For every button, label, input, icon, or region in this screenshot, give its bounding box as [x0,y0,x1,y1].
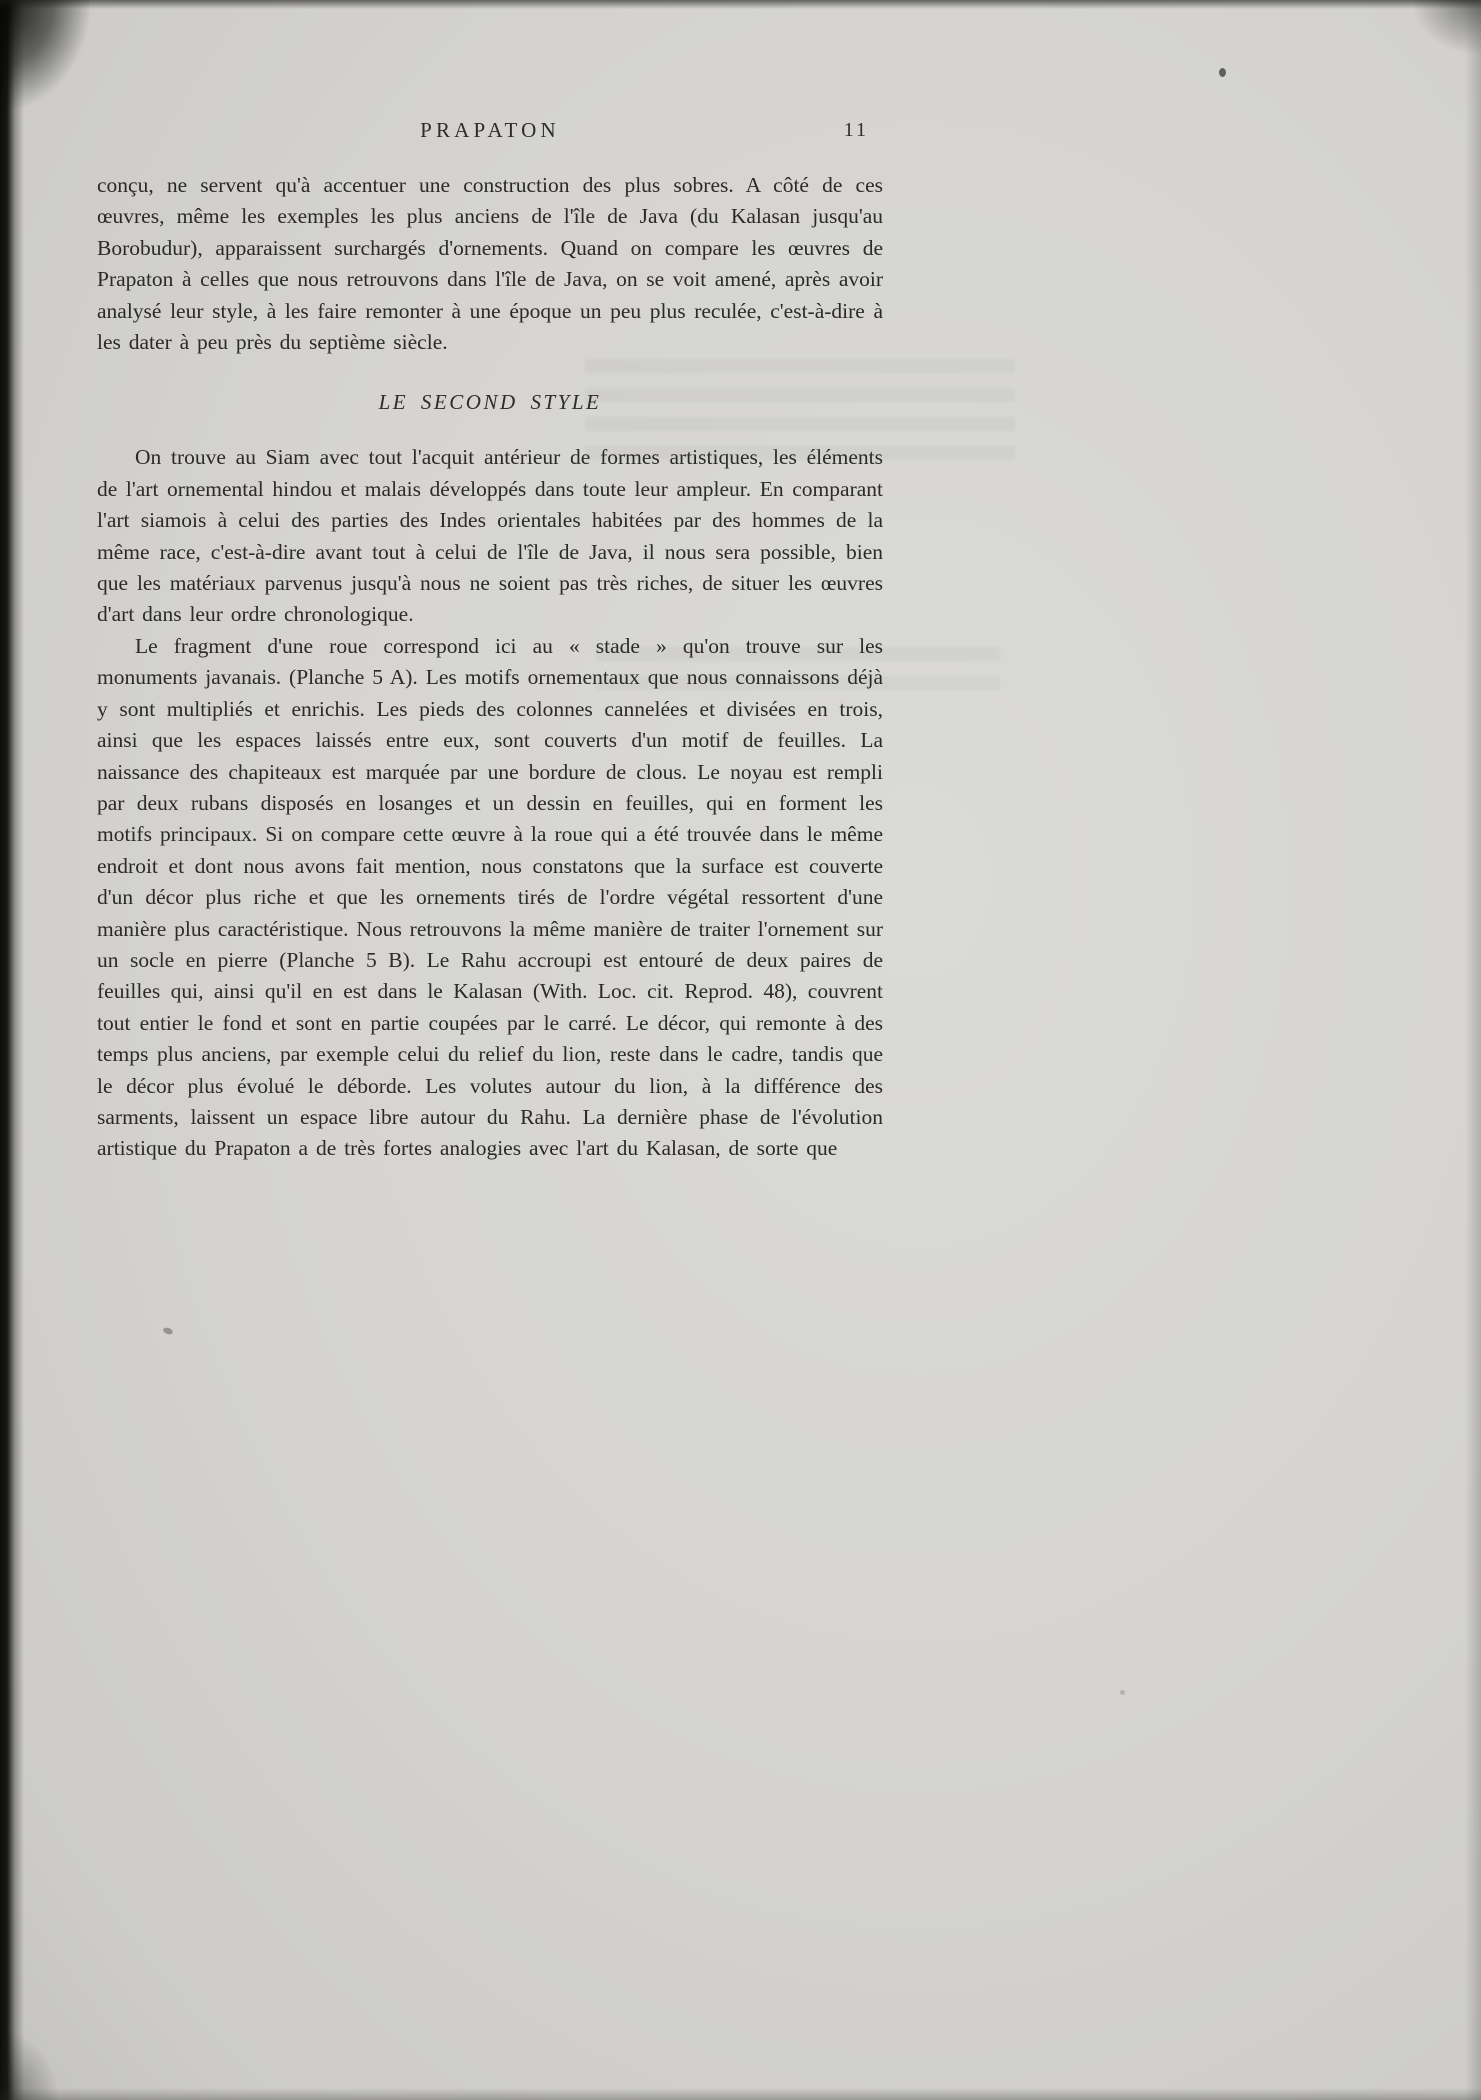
scan-corner-shadow [0,0,90,110]
scan-edge-shadow [1465,0,1481,2100]
paragraph: Le fragment d'une roue correspond ici au « stade » qu'on trouve sur les monuments javanais. (Planche 5 A). Les motifs ornementaux que nous connaissons déjà y sont multipliés et enrichis. Les pieds des colonnes cannelées et divisées en trois, ainsi que les espaces laissés entre eux, sont couverts d'un motif de feuilles. La naissance des chapiteaux est marquée par une bordure de clous. Le noyau est rempli par deux rubans disposés en losanges et un dessin en feuilles, qui en forment les motifs principaux. Si on compare cette œuvre à la roue qui a été trouvée dans le même endroit et dont nous avons fait mention, nous constatons que la surface est couverte d'un décor plus riche et que les ornements tirés de l'ordre végétal ressortent d'une manière plus caractéristique. Nous retrouvons la même manière de traiter l'ornement sur un socle en pierre (Planche 5 B). Le Rahu accroupi est entouré de deux paires de feuilles qui, ainsi qu'il en est dans le Kalasan (With. Loc. cit. Reprod. 48), couvrent tout entier le fond et sont en partie coupées par le carré. Le décor, qui remonte à des temps plus anciens, par exemple celui du relief du lion, reste dans le cadre, tandis que le décor plus évolué le déborde. Les volutes autour du lion, à la différence des sarments, laissent un espace libre autour du Rahu. La dernière phase de l'évolution artistique du Prapaton a de très fortes analogies avec l'art du Kalasan, de sorte que [97,633,883,1161]
ink-speck [1219,68,1226,77]
section-heading: LE SECOND STYLE [378,390,602,415]
running-head: PRAPATON [420,118,560,142]
paragraph: On trouve au Siam avec tout l'acquit antérieur de formes artistiques, les éléments de l'art ornemental hindou et malais développés dans toute leur ampleur. En comparant l'art siamois à celui des parties des Indes orientales habitées par des hommes de la même race, c'est-à-dire avant tout à celui de l'île de Java, il nous sera possible, bien que les matériaux parvenus jusqu'à nous ne soient pas très riches, de situer les œuvres d'art dans leur ordre chronologique. [97,445,883,627]
ink-speck [162,1326,173,1335]
text-column [97,118,883,1165]
page-header [97,118,883,152]
paragraph: conçu, ne servent qu'à accentuer une construction des plus sobres. A côté de ces œuvres, même les exemples les plus anciens de l'île de Java (du Kalasan jusqu'au Borobudur), apparaissent surchargés d'ornements. Quand on compare les œuvres de Prapaton à celles que nous retrouvons dans l'île de Java, on se voit amené, après avoir analysé leur style, à les faire remonter à une époque un peu plus reculée, c'est-à-dire à les dater à peu près du septième siècle. [97,173,883,355]
scan-corner-shadow [0,2030,60,2100]
scan-edge-shadow [0,0,1481,9]
scan-gutter-shadow [0,0,24,2100]
scan-edge-shadow [0,2088,1481,2100]
page-number: 11 [843,119,869,141]
ink-speck [1120,1690,1125,1695]
